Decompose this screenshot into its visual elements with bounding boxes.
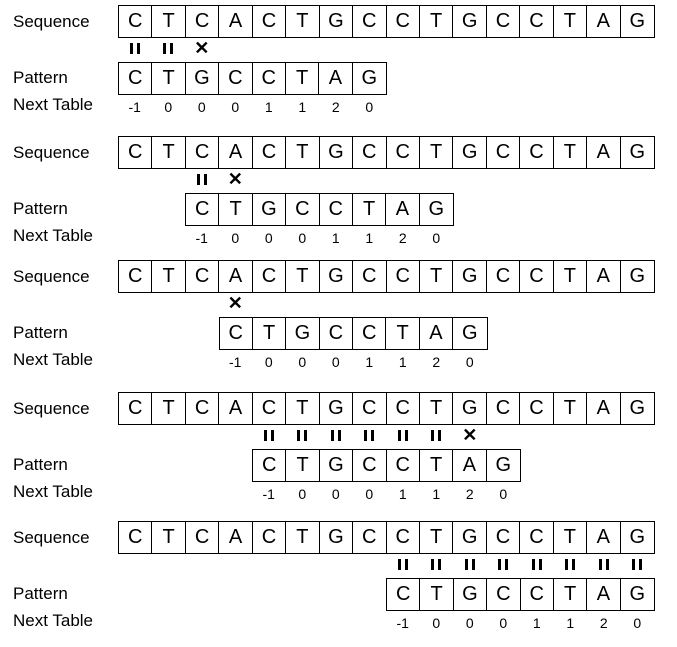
pattern-cell: C	[487, 579, 520, 610]
sequence-cell: C	[186, 6, 219, 37]
next-table-value: 1	[298, 99, 307, 115]
sequence-cell: T	[286, 393, 319, 424]
sequence-cell: T	[152, 393, 185, 424]
mismatch-mark: ✕	[227, 293, 243, 313]
sequence-row	[118, 5, 655, 38]
pattern-cell: C	[119, 63, 152, 94]
sequence-cell: A	[219, 137, 252, 168]
sequence-cell: G	[320, 6, 353, 37]
next-table-values	[219, 354, 487, 370]
sequence-cell: C	[253, 522, 286, 553]
pattern-cell: T	[420, 579, 453, 610]
pattern-cell: C	[286, 194, 319, 225]
next-table-value: 0	[197, 99, 206, 115]
sequence-cell: C	[253, 137, 286, 168]
pattern-row	[185, 193, 454, 226]
comparison-marks	[386, 557, 654, 571]
sequence-cell: T	[286, 261, 319, 292]
mismatch-mark: ✕	[194, 38, 210, 58]
pattern-cell: C	[353, 318, 386, 349]
comparison-marks	[252, 425, 487, 445]
sequence-cell: C	[186, 393, 219, 424]
next-table-value: -1	[195, 230, 208, 246]
next-table-value: 2	[398, 230, 407, 246]
next-table-values	[118, 99, 386, 115]
pattern-cell: C	[320, 318, 353, 349]
pattern-cell: G	[320, 450, 353, 481]
next-table-value: 0	[365, 486, 374, 502]
next-table-value: -1	[128, 99, 141, 115]
sequence-cell: C	[119, 261, 152, 292]
next-table-value: 0	[331, 354, 340, 370]
sequence-cell: A	[587, 6, 620, 37]
next-table-value: 2	[432, 354, 441, 370]
pattern-cell: G	[361, 67, 378, 89]
next-table-label: Next Table	[13, 482, 94, 501]
sequence-row	[118, 136, 655, 169]
next-table-value: 0	[231, 230, 240, 246]
sequence-cell: T	[286, 6, 319, 37]
sequence-cell: C	[353, 137, 386, 168]
comparison-marks	[219, 293, 253, 313]
pattern-cell: T	[286, 450, 319, 481]
pattern-cell: A	[420, 318, 453, 349]
sequence-cell: C	[487, 6, 520, 37]
next-table-value: -1	[229, 354, 242, 370]
sequence-cell: T	[554, 393, 587, 424]
pattern-cell: C	[387, 450, 420, 481]
match-mark	[152, 41, 186, 55]
pattern-row	[118, 62, 387, 95]
pattern-label: Pattern	[13, 68, 68, 87]
pattern-cell: C	[387, 579, 420, 610]
sequence-cell: C	[186, 261, 219, 292]
sequence-cell: A	[219, 522, 252, 553]
match-mark	[286, 428, 320, 442]
sequence-cell: A	[587, 522, 620, 553]
next-table-value: 1	[331, 230, 340, 246]
pattern-cell: C	[186, 194, 219, 225]
sequence-row	[118, 392, 655, 425]
pattern-cell: G	[454, 579, 487, 610]
next-table-value: 0	[331, 486, 340, 502]
next-table-value: 1	[365, 230, 374, 246]
sequence-cell: C	[186, 522, 219, 553]
next-table-values	[185, 230, 453, 246]
sequence-label: Sequence	[13, 267, 90, 286]
next-table-value: 2	[599, 615, 608, 631]
pattern-cell: T	[420, 450, 453, 481]
match-mark	[118, 41, 152, 55]
match-mark	[420, 557, 454, 571]
sequence-cell: C	[119, 6, 152, 37]
sequence-cell: A	[219, 6, 252, 37]
sequence-row	[118, 260, 655, 293]
next-table-value: 1	[432, 486, 441, 502]
pattern-cell: C	[521, 579, 554, 610]
pattern-cell: G	[186, 63, 219, 94]
sequence-cell: T	[420, 137, 453, 168]
sequence-cell: C	[520, 522, 553, 553]
next-table-label: Next Table	[13, 350, 94, 369]
sequence-cell: C	[487, 393, 520, 424]
sequence-cell: C	[520, 6, 553, 37]
sequence-cell: A	[587, 261, 620, 292]
sequence-label: Sequence	[13, 399, 90, 418]
pattern-cell: A	[386, 194, 419, 225]
pattern-cell: T	[554, 579, 587, 610]
sequence-cell: C	[353, 6, 386, 37]
next-table-value: 1	[398, 486, 407, 502]
sequence-cell: C	[387, 6, 420, 37]
next-table-label: Next Table	[13, 95, 94, 114]
match-mark	[353, 428, 387, 442]
pattern-cell: A	[587, 579, 620, 610]
sequence-cell: G	[629, 265, 646, 287]
pattern-cell: G	[253, 194, 286, 225]
pattern-cell: G	[462, 322, 478, 344]
sequence-cell: C	[253, 393, 286, 424]
sequence-cell: T	[420, 393, 453, 424]
sequence-cell: C	[119, 137, 152, 168]
sequence-cell: T	[554, 522, 587, 553]
match-mark	[487, 557, 521, 571]
pattern-cell: C	[253, 63, 286, 94]
next-table-value: 0	[365, 99, 374, 115]
sequence-cell: G	[453, 393, 486, 424]
pattern-row	[386, 578, 655, 611]
pattern-cell: A	[319, 63, 352, 94]
pattern-cell: C	[219, 63, 252, 94]
sequence-cell: C	[487, 137, 520, 168]
sequence-cell: C	[520, 137, 553, 168]
sequence-cell: C	[119, 522, 152, 553]
pattern-cell: C	[253, 450, 286, 481]
sequence-cell: C	[353, 522, 386, 553]
sequence-cell: T	[152, 522, 185, 553]
sequence-cell: T	[420, 6, 453, 37]
sequence-cell: C	[387, 393, 420, 424]
match-mark	[386, 557, 420, 571]
next-table-value: 1	[398, 354, 407, 370]
next-table-value: 2	[331, 99, 340, 115]
match-mark	[386, 428, 420, 442]
sequence-cell: G	[320, 522, 353, 553]
next-table-value: 0	[164, 99, 173, 115]
sequence-cell: G	[453, 522, 486, 553]
sequence-cell: G	[320, 137, 353, 168]
next-table-values	[252, 486, 520, 502]
sequence-cell: G	[453, 137, 486, 168]
pattern-cell: G	[629, 583, 646, 605]
next-table-value: 0	[499, 615, 508, 631]
next-table-value: 0	[298, 486, 307, 502]
next-table-value: 0	[499, 486, 508, 502]
sequence-cell: C	[520, 393, 553, 424]
match-mark	[520, 557, 554, 571]
pattern-label: Pattern	[13, 199, 68, 218]
sequence-cell: G	[320, 261, 353, 292]
sequence-cell: C	[387, 522, 420, 553]
pattern-row	[252, 449, 521, 482]
sequence-cell: G	[453, 261, 486, 292]
sequence-cell: C	[487, 522, 520, 553]
sequence-label: Sequence	[13, 528, 90, 547]
next-table-value: 1	[365, 354, 374, 370]
sequence-cell: A	[219, 261, 252, 292]
sequence-cell: T	[152, 137, 185, 168]
next-table-value: -1	[396, 615, 409, 631]
match-mark	[319, 428, 353, 442]
match-mark	[420, 428, 454, 442]
next-table-value: 1	[566, 615, 575, 631]
pattern-cell: C	[220, 318, 253, 349]
comparison-marks	[185, 169, 252, 189]
sequence-cell: G	[629, 10, 646, 32]
sequence-cell: C	[253, 6, 286, 37]
next-table-values	[386, 615, 654, 631]
match-mark	[185, 172, 219, 186]
sequence-cell: T	[420, 522, 453, 553]
next-table-value: 0	[298, 354, 307, 370]
next-table-label: Next Table	[13, 226, 94, 245]
sequence-cell: T	[554, 261, 587, 292]
sequence-cell: G	[629, 526, 646, 548]
next-table-value: 0	[465, 354, 474, 370]
sequence-label: Sequence	[13, 12, 90, 31]
sequence-cell: T	[420, 261, 453, 292]
sequence-cell: C	[186, 137, 219, 168]
pattern-label: Pattern	[13, 584, 68, 603]
next-table-value: 0	[264, 354, 273, 370]
mismatch-mark: ✕	[227, 169, 243, 189]
pattern-cell: G	[286, 318, 319, 349]
sequence-cell: T	[152, 261, 185, 292]
match-mark	[453, 557, 487, 571]
pattern-cell: T	[219, 194, 252, 225]
pattern-cell: A	[453, 450, 486, 481]
sequence-cell: A	[587, 137, 620, 168]
pattern-cell: C	[353, 450, 386, 481]
sequence-cell: C	[353, 261, 386, 292]
sequence-cell: G	[453, 6, 486, 37]
sequence-cell: C	[487, 261, 520, 292]
sequence-cell: A	[587, 393, 620, 424]
pattern-cell: T	[152, 63, 185, 94]
comparison-marks	[118, 38, 219, 58]
pattern-cell: G	[428, 198, 445, 220]
next-table-value: 0	[432, 615, 441, 631]
next-table-value: 0	[264, 230, 273, 246]
sequence-cell: G	[629, 397, 646, 419]
match-mark	[621, 557, 655, 571]
next-table-value: 0	[465, 615, 474, 631]
pattern-cell: T	[353, 194, 386, 225]
next-table-value: -1	[262, 486, 275, 502]
sequence-cell: T	[286, 522, 319, 553]
next-table-value: 0	[298, 230, 307, 246]
pattern-cell: G	[495, 454, 512, 476]
next-table-label: Next Table	[13, 611, 94, 630]
sequence-cell: C	[387, 137, 420, 168]
pattern-label: Pattern	[13, 323, 68, 342]
pattern-row	[219, 317, 488, 350]
sequence-row	[118, 521, 655, 554]
sequence-cell: T	[554, 137, 587, 168]
next-table-value: 0	[432, 230, 441, 246]
next-table-value: 0	[231, 99, 240, 115]
sequence-cell: G	[629, 141, 646, 163]
pattern-label: Pattern	[13, 455, 68, 474]
match-mark	[554, 557, 588, 571]
match-mark	[587, 557, 621, 571]
sequence-cell: T	[152, 6, 185, 37]
sequence-cell: T	[286, 137, 319, 168]
next-table-value: 1	[532, 615, 541, 631]
next-table-value: 1	[264, 99, 273, 115]
pattern-cell: C	[320, 194, 353, 225]
pattern-cell: T	[286, 63, 319, 94]
match-mark	[252, 428, 286, 442]
sequence-cell: C	[520, 261, 553, 292]
pattern-cell: T	[253, 318, 286, 349]
sequence-cell: G	[320, 393, 353, 424]
pattern-cell: T	[386, 318, 419, 349]
sequence-cell: C	[253, 261, 286, 292]
next-table-value: 0	[633, 615, 642, 631]
mismatch-mark: ✕	[462, 425, 478, 445]
sequence-cell: C	[119, 393, 152, 424]
sequence-cell: A	[219, 393, 252, 424]
sequence-cell: T	[554, 6, 587, 37]
sequence-label: Sequence	[13, 143, 90, 162]
sequence-cell: C	[353, 393, 386, 424]
sequence-cell: C	[387, 261, 420, 292]
next-table-value: 2	[465, 486, 474, 502]
